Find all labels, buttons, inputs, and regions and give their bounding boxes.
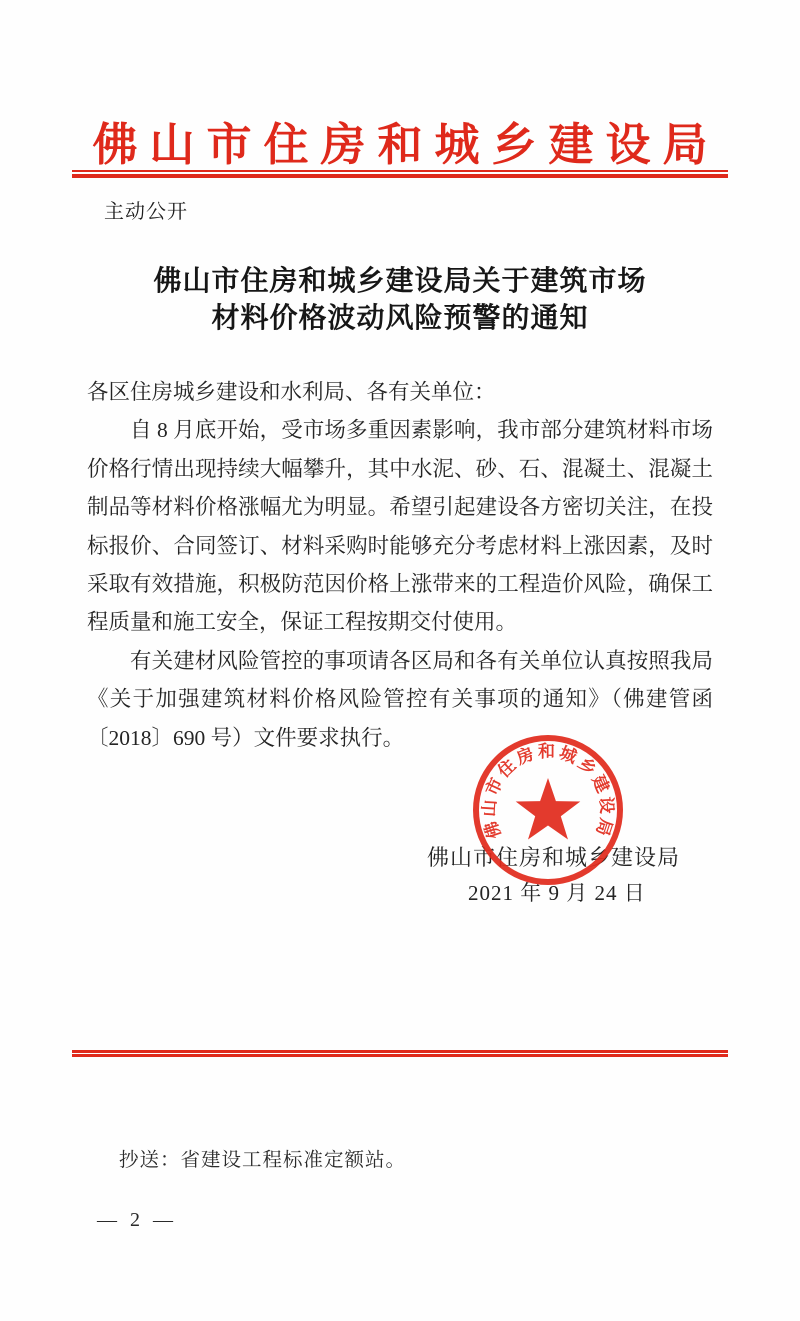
signature-org: 佛山市住房和城乡建设局 bbox=[427, 845, 681, 870]
footer-divider bbox=[72, 1050, 728, 1057]
body-paragraph: 自 8 月底开始，受市场多重因素影响，我市部分建筑材料市场价格行情出现持续大幅攀升，其中水泥、砂、石、混凝土、混凝土制品等材料价格涨幅尤为明显。希望引起建设各方密切关注，在投标报价、合同签订、材料采购时能够充分考虑材料上涨因素，及时采取有效措施，积极防范因价格上涨带来的工程造价风险，确保工程质量和施工安全，保证工程按期交付使用。 bbox=[87, 418, 713, 635]
letterhead-title: 佛山市住房和城乡建设局 bbox=[92, 120, 720, 170]
official-seal bbox=[463, 725, 633, 895]
cc-line: 抄送：省建设工程标准定额站。 bbox=[119, 1150, 407, 1171]
letterhead-divider bbox=[72, 170, 728, 178]
seal-text: 佛山市住房和城乡建设局 bbox=[479, 742, 617, 841]
document-title bbox=[0, 263, 800, 337]
document-title-line2: 材料价格波动风险预警的通知 bbox=[211, 303, 589, 334]
document-title-line1: 佛山市住房和城乡建设局关于建筑市场 bbox=[153, 266, 647, 297]
page-number: — 2 — bbox=[97, 1209, 177, 1231]
disclosure-label: 主动公开 bbox=[104, 201, 188, 223]
salutation: 各区住房城乡建设和水利局、各有关单位： bbox=[87, 380, 496, 404]
body-paragraph: 有关建材风险管控的事项请各区局和各有关单位认真按照我局《关于加强建筑材料价格风险管控有关事项的通知》（佛建管函〔2018〕690 号）文件要求执行。 bbox=[87, 648, 713, 750]
document-body bbox=[87, 373, 713, 757]
signature-date: 2021 年 9 月 24 日 bbox=[468, 881, 646, 905]
seal-star-icon bbox=[516, 778, 581, 840]
